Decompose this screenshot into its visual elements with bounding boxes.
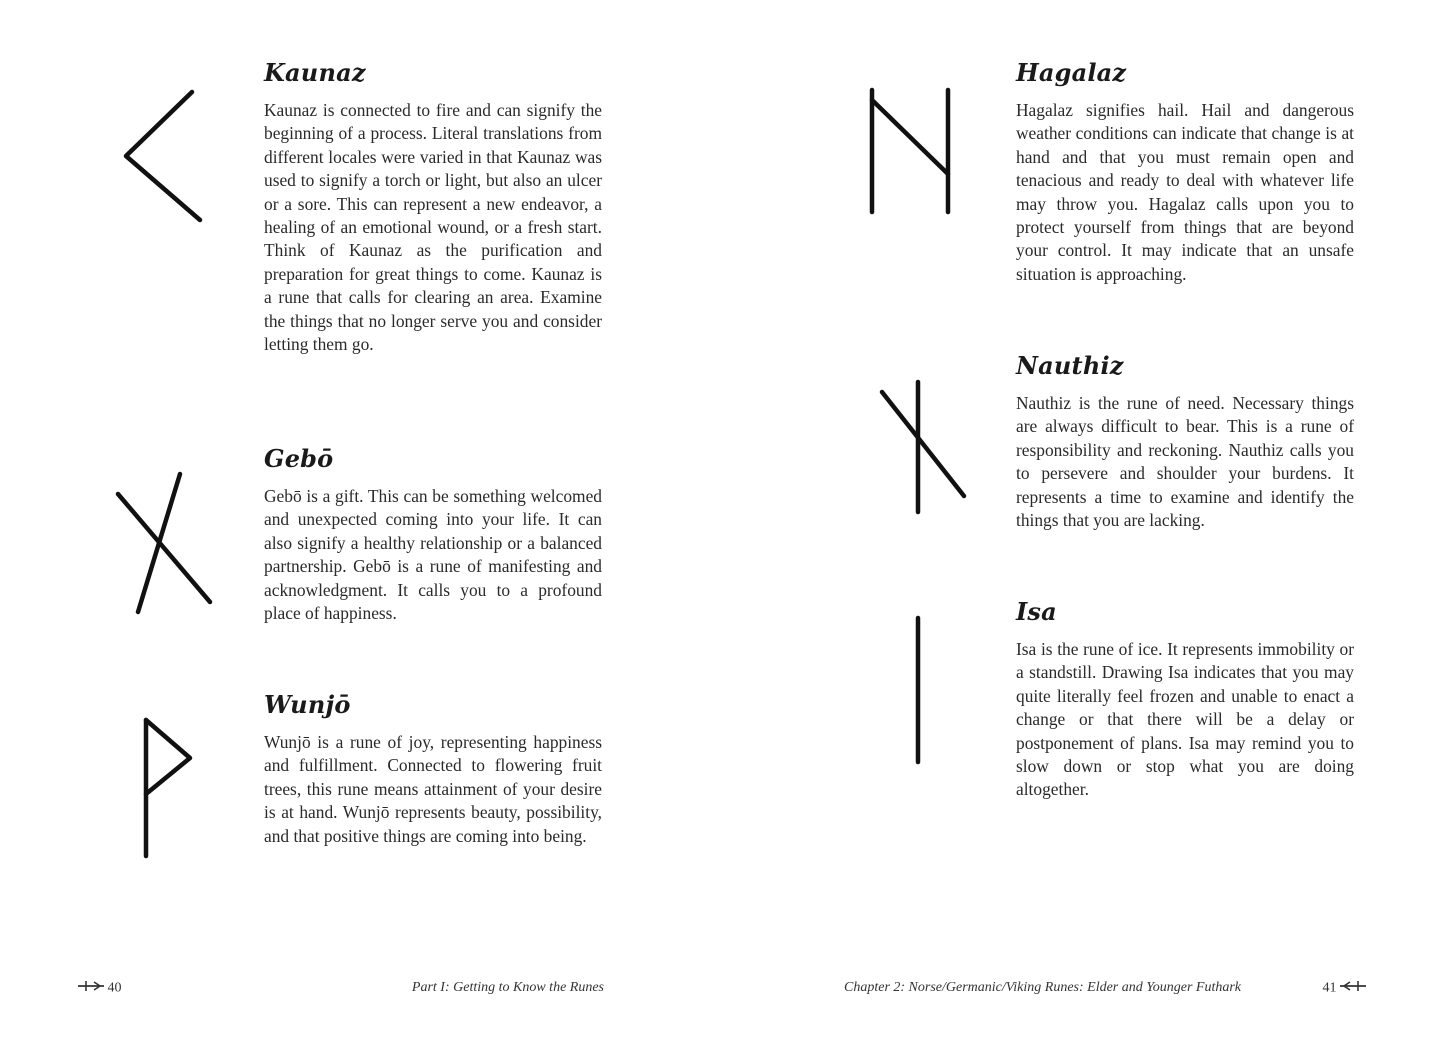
kaunaz-rune-icon [118, 86, 208, 226]
rune-title: Kaunaz [264, 58, 366, 87]
running-title: Chapter 2: Norse/Germanic/Viking Runes: Elder and Younger Futhark [844, 980, 1242, 995]
page-number: 40 [107, 980, 122, 996]
right-footer [844, 980, 1366, 996]
rune-entry-isa [1016, 597, 1354, 802]
gebo-rune-icon [112, 470, 216, 618]
rune-entry-kaunaz [264, 58, 602, 356]
page-number: 41 [1322, 980, 1337, 996]
rune-entry-wunjo [264, 690, 602, 848]
rune-description: Gebō is a gift. This can be something welcomed and unexpected coming into your life. It can also signify a healthy relationship or a balanced partnership. Gebō is a rune of manifesting and acknowledgment. It calls you to a profound place of happiness. [264, 486, 602, 624]
rune-description: Nauthiz is the rune of need. Necessary things are always difficult to bear. This is a rune of responsibility and reckoning. Nauthiz calls you to persevere and shoulder your burdens. It represents a time to examine and identify the things that you are lacking. [1016, 393, 1354, 531]
nauthiz-rune-icon [876, 378, 970, 516]
rune-title: Gebō [264, 444, 334, 473]
isa-rune-icon [908, 614, 928, 766]
rune-title: Hagalaz [1016, 58, 1127, 87]
rune-entry-nauthiz [1016, 351, 1354, 532]
rune-entry-hagalaz [1016, 58, 1354, 286]
rune-title: Isa [1016, 597, 1057, 626]
left-footer [78, 980, 604, 997]
wunjo-rune-icon [138, 714, 198, 862]
page-ornament-icon [78, 980, 104, 997]
rune-description: Isa is the rune of ice. It represents immobility or a standstill. Drawing Isa indicates that you may quite literally feel frozen and unable to enact a change or that there will be a delay or postponement of plans. Isa may remind you to slow down or stop what you are doing altogether. [1016, 639, 1354, 800]
rune-entry-gebo [264, 444, 602, 625]
rune-description: Hagalaz signifies hail. Hail and dangerous weather conditions can indicate that change is at hand and that you must remain open and tenacious and ready to deal with whatever life may throw you. Hagalaz calls upon you to protect yourself from things that are beyond your control. It may indicate that an unsafe situation is approaching. [1016, 100, 1354, 284]
hagalaz-rune-icon [866, 86, 956, 218]
rune-description: Kaunaz is connected to fire and can signify the beginning of a process. Literal translations from different locales were varied in that Kaunaz was used to signify a torch or light, but also an ulcer or a sore. This can represent a new endeavor, a healing of an emotional wound, or a fresh start. Think of Kaunaz as the purification and preparation for great things to come. Kaunaz is a rune that calls for clearing an area. Examine the things that no longer serve you and consider letting them go. [264, 100, 602, 355]
page-ornament-icon [1340, 980, 1366, 997]
rune-title: Nauthiz [1016, 351, 1124, 380]
rune-description: Wunjō is a rune of joy, representing happiness and fulfillment. Connected to flowering fruit trees, this rune means attainment of your desire is at hand. Wunjō represents beauty, possibility, and that positive things are coming into being. [264, 732, 602, 846]
rune-title: Wunjō [264, 690, 351, 719]
running-title: Part I: Getting to Know the Runes [411, 980, 604, 995]
